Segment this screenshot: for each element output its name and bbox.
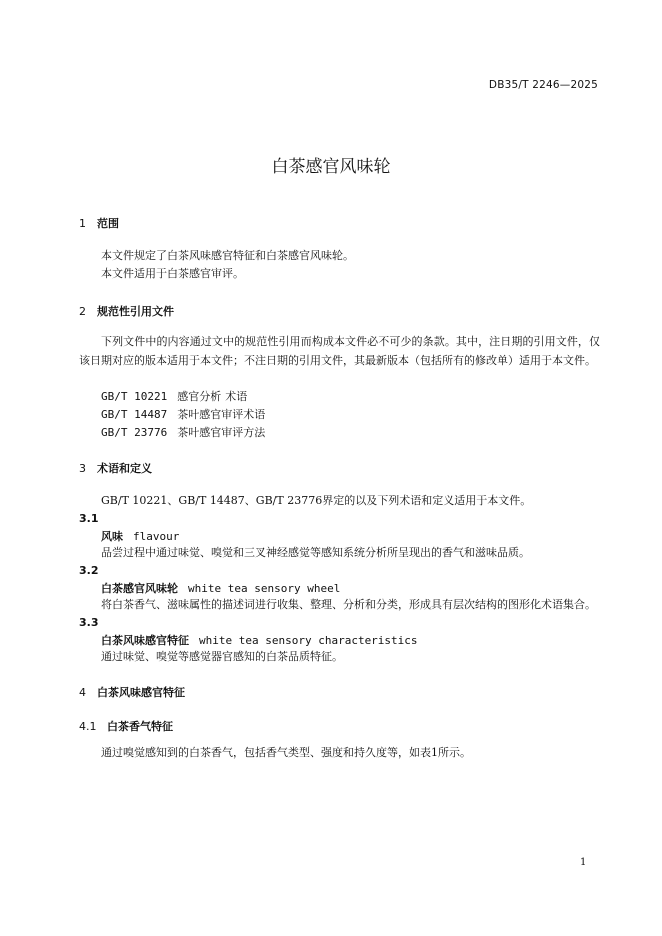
term-definition: 将白茶香气、滋味属性的描述词进行收集、整理、分析和分类，形成具有层次结构的图形化术语集合。 — [101, 598, 596, 611]
reference-title: 茶叶感官审评术语 — [177, 408, 266, 421]
term-heading — [101, 528, 179, 544]
section-1-heading — [79, 215, 119, 231]
section-2-heading — [79, 303, 174, 319]
term-heading — [101, 632, 418, 648]
subsection-4-1-title: 白茶香气特征 — [107, 720, 173, 733]
term-english: flavour — [133, 530, 180, 543]
subsection-4-1-paragraph: 通过嗅觉感知到的白茶香气，包括香气类型、强度和持久度等，如表1所示。 — [101, 746, 471, 759]
term-heading — [101, 580, 340, 596]
section-1-number: 1 — [79, 217, 86, 230]
term-english: white tea sensory characteristics — [199, 634, 418, 647]
section-4-title: 白茶风味感官特征 — [97, 686, 185, 699]
reference-item — [101, 406, 265, 422]
section-2-number: 2 — [79, 305, 86, 318]
term-number: 3.3 — [79, 616, 99, 629]
section-3-title: 术语和定义 — [97, 462, 152, 475]
term-definition: 品尝过程中通过味觉、嗅觉和三叉神经感觉等感知系统分析所呈现出的香气和滋味品质。 — [101, 546, 530, 559]
reference-item — [101, 424, 265, 440]
section-4-heading — [79, 684, 185, 700]
section-3-heading — [79, 460, 152, 476]
section-3-intro: GB/T 10221、GB/T 14487、GB/T 23776界定的以及下列术语和定义适用于本文件。 — [101, 494, 532, 507]
term-chinese: 风味 — [101, 530, 123, 543]
reference-code: GB/T 10221 — [101, 390, 168, 403]
term-number: 3.1 — [79, 512, 99, 525]
section-2-paragraph: 下列文件中的内容通过文中的规范性引用而构成本文件必不可少的条款。其中，注日期的引用文件，仅该日期对应的版本适用于本文件；不注日期的引用文件，其最新版本（包括所有的修改单）适用于本文件。 — [79, 335, 600, 367]
term-definition: 通过味觉、嗅觉等感觉器官感知的白茶品质特征。 — [101, 650, 343, 663]
reference-code: GB/T 23776 — [101, 426, 168, 439]
page-number: 1 — [580, 857, 587, 868]
reference-title: 茶叶感官审评方法 — [177, 426, 266, 439]
reference-title-part: 术语 — [225, 390, 248, 403]
doc-code: DB35/T 2246—2025 — [488, 79, 598, 91]
reference-title: 感官分析 — [177, 390, 222, 403]
term-chinese: 白茶风味感官特征 — [101, 634, 189, 647]
section-2-title: 规范性引用文件 — [97, 305, 174, 318]
section-3-number: 3 — [79, 462, 86, 475]
section-4-number: 4 — [79, 686, 86, 699]
subsection-4-1-heading — [79, 718, 173, 734]
section-1-paragraph-1: 本文件规定了白茶风味感官特征和白茶感官风味轮。 — [101, 249, 354, 262]
term-english: white tea sensory wheel — [188, 582, 341, 595]
section-1-paragraph-2: 本文件适用于白茶感官审评。 — [101, 267, 244, 280]
term-chinese: 白茶感官风味轮 — [101, 582, 178, 595]
reference-code: GB/T 14487 — [101, 408, 168, 421]
reference-item — [101, 388, 247, 404]
section-1-title: 范围 — [97, 217, 119, 230]
term-number: 3.2 — [79, 564, 99, 577]
subsection-4-1-number: 4.1 — [79, 720, 97, 733]
page-title: 白茶感官风味轮 — [271, 157, 391, 177]
